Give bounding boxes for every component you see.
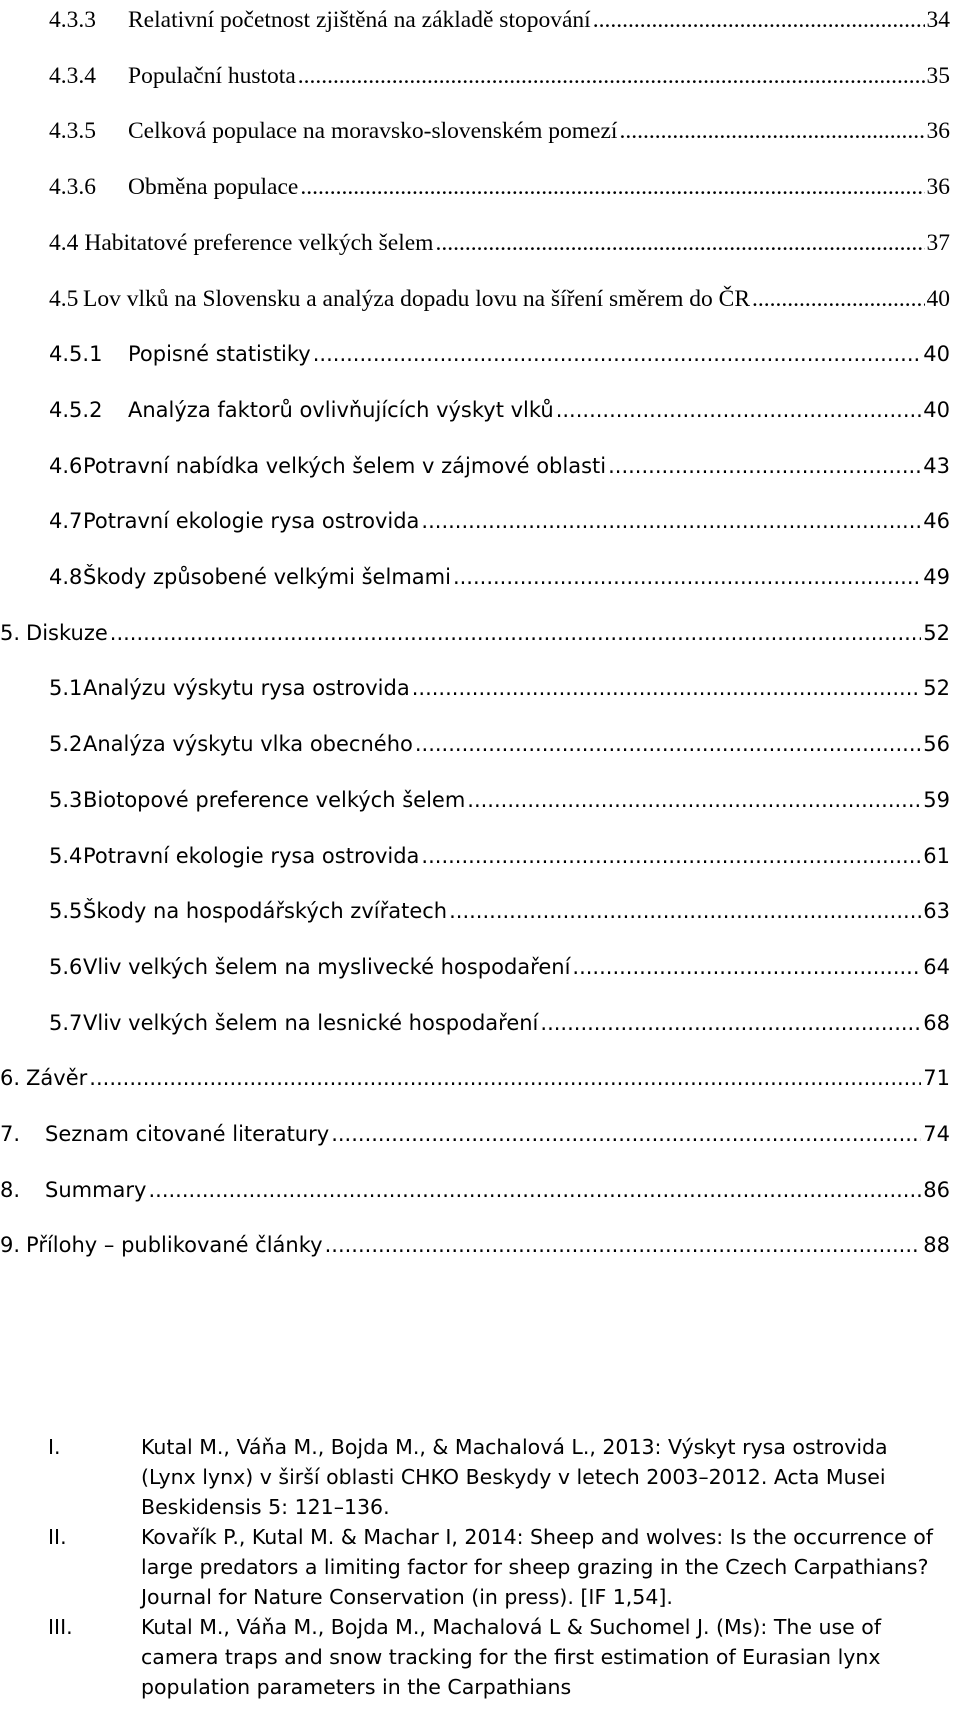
toc-entry <box>49 223 950 263</box>
publication-citation: Kovařík P., Kutal M. & Machar I, 2014: Sheep and wolves: Is the occurrence of large predators a limiting factor for sheep grazing in the Czech Carpathians? Journal for Nature Conservation (in press). [IF 1,54]. <box>141 1525 934 1609</box>
publication-number: II. <box>48 1525 67 1549</box>
toc-entry-number: 4.6 <box>49 453 83 478</box>
toc-entry <box>49 724 950 764</box>
toc-entry-number: 4.5.1 <box>49 342 103 367</box>
toc-entry-page-number: 40 <box>923 397 950 422</box>
toc-entry-title: Analýza faktorů ovlivňujících výskyt vlků <box>128 397 554 422</box>
publication-citation: Kutal M., Váňa M., Bojda M., & Machalová L., 2013: Výskyt rysa ostrovida (Lynx lynx) v širší oblasti CHKO Beskydy v letech 2003–2012. Acta Musei Beskidensis 5: 121–136. <box>141 1435 888 1519</box>
publication-number: I. <box>48 1435 61 1459</box>
toc-entry-number: 5. <box>0 620 21 645</box>
dot-leader <box>752 279 924 319</box>
toc-entry-page-number: 49 <box>923 565 950 589</box>
dot-leader <box>556 390 922 430</box>
toc-entry <box>0 1225 950 1265</box>
dot-leader <box>593 0 925 40</box>
toc-entry-title: Vliv velkých šelem na lesnické hospodaření <box>83 1010 539 1035</box>
toc-entry-page-number: 52 <box>923 620 950 645</box>
toc-entry-title: Relativní početnost zjištěná na základě stopování <box>128 7 591 33</box>
toc-entry-title: Habitatové preference velkých šelem <box>84 229 434 256</box>
toc-entry-page-number: 56 <box>923 732 950 757</box>
toc-entry <box>49 557 950 597</box>
toc-entry-number: 4.3.6 <box>49 174 96 201</box>
publication-citation: Kutal M., Váňa M., Bojda M., Machalová L & Suchomel J. (Ms): The use of camera traps and snow tracking for the first estimation of Eurasian lynx population parameters in the Carpathians <box>141 1615 882 1699</box>
toc-entry-number: 5.3 <box>49 787 83 812</box>
toc-entry-title: Potravní ekologie rysa ostrovida <box>83 509 420 534</box>
toc-entry-page-number: 59 <box>923 787 950 812</box>
toc-entry-number: 5.6 <box>49 954 83 979</box>
toc-entry <box>49 390 950 430</box>
toc-entry-title: Analýza výskytu vlka obecného <box>83 732 413 757</box>
publication-item <box>0 1612 950 1702</box>
toc-entry-number: 4.7 <box>49 509 83 534</box>
toc-entry-page-number: 43 <box>923 453 950 478</box>
toc-entry <box>49 279 950 319</box>
dot-leader <box>415 724 921 764</box>
toc-entry <box>49 167 950 207</box>
toc-entry <box>49 1003 950 1043</box>
toc-entry-title: Obměna populace <box>128 174 299 201</box>
dot-leader <box>313 334 922 374</box>
toc-entry-page-number: 37 <box>926 229 950 256</box>
toc-entry-page-number: 74 <box>923 1122 950 1146</box>
publication-list <box>0 1432 950 1702</box>
toc-entry-page-number: 35 <box>926 62 950 89</box>
toc-entry <box>49 947 950 987</box>
dot-leader <box>110 613 922 653</box>
toc-entry-title: Analýzu výskytu rysa ostrovida <box>83 676 410 701</box>
dot-leader <box>421 501 921 541</box>
toc-entry-title: Přílohy – publikované články <box>26 1233 323 1258</box>
toc-entry-number: 4.8 <box>49 565 83 589</box>
dot-leader <box>325 1225 922 1265</box>
toc-entry-number: 6. <box>0 1066 21 1091</box>
toc-entry-title: Populační hustota <box>128 62 296 89</box>
toc-entry-page-number: 36 <box>926 118 950 145</box>
toc-entry <box>49 334 950 374</box>
dot-leader <box>453 557 921 597</box>
toc-entry-title: Biotopové preference velkých šelem <box>83 787 466 812</box>
toc-entry <box>0 1058 950 1098</box>
toc-entry-title: Celková populace na moravsko-slovenském pomezí <box>128 118 618 145</box>
toc-entry-number: 9. <box>0 1233 21 1258</box>
toc-entry-number: 4.4 <box>49 229 79 256</box>
toc-entry-title: Summary <box>45 1177 147 1202</box>
toc-entry-page-number: 34 <box>926 7 950 33</box>
toc-entry-title: Škody způsobené velkými šelmami <box>83 565 451 589</box>
toc-entry <box>0 1170 950 1210</box>
dot-leader <box>619 111 924 151</box>
dot-leader <box>148 1170 921 1210</box>
toc-entry <box>49 780 950 820</box>
dot-leader <box>412 668 922 708</box>
toc-entry-page-number: 40 <box>923 342 950 367</box>
toc-entry-title: Vliv velkých šelem na myslivecké hospodaření <box>83 954 571 979</box>
toc-entry-page-number: 36 <box>926 174 950 201</box>
toc-entry-title: Potravní nabídka velkých šelem v zájmové oblasti <box>83 453 607 478</box>
toc-entry-number: 4.5.2 <box>49 397 103 422</box>
toc-entry-page-number: 46 <box>923 509 950 534</box>
publication-item <box>0 1432 950 1522</box>
toc-entry-title: Závěr <box>26 1066 88 1091</box>
toc-entry-page-number: 86 <box>923 1177 950 1202</box>
dot-leader <box>449 891 921 931</box>
toc-entry-title: Diskuze <box>26 620 108 645</box>
toc-entry-number: 4.3.5 <box>49 118 96 145</box>
toc-entry-number: 4.3.4 <box>49 62 96 89</box>
dot-leader <box>298 56 925 96</box>
toc-entry-page-number: 61 <box>923 843 950 868</box>
toc-entry-number: 4.3.3 <box>49 7 96 33</box>
toc-entry <box>49 56 950 96</box>
dot-leader <box>300 167 924 207</box>
toc-entry <box>49 111 950 151</box>
toc-entry-page-number: 64 <box>923 954 950 979</box>
toc-entry <box>49 446 950 486</box>
toc-entry-number: 5.2 <box>49 732 83 757</box>
toc-entry <box>49 668 950 708</box>
toc-entry-page-number: 63 <box>923 899 950 924</box>
toc-entry-title: Škody na hospodářských zvířatech <box>83 899 448 924</box>
toc-entry <box>49 836 950 876</box>
toc-entry <box>49 501 950 541</box>
toc-entry-page-number: 40 <box>926 285 950 312</box>
toc-entry-number: 5.7 <box>49 1010 83 1035</box>
toc-entry-page-number: 68 <box>923 1010 950 1035</box>
dot-leader <box>331 1114 921 1154</box>
dot-leader <box>540 1003 921 1043</box>
toc-entry-number: 7. <box>0 1122 21 1146</box>
toc-entry <box>49 891 950 931</box>
toc-entry-page-number: 71 <box>923 1066 950 1091</box>
toc-entry-number: 5.1 <box>49 676 83 701</box>
dot-leader <box>435 223 924 263</box>
toc-entry <box>49 0 950 40</box>
dot-leader <box>421 836 921 876</box>
dot-leader <box>89 1058 921 1098</box>
toc-entry-number: 5.4 <box>49 843 83 868</box>
publication-item <box>0 1522 950 1612</box>
dot-leader <box>467 780 921 820</box>
publication-number: III. <box>48 1615 73 1639</box>
toc-entry-page-number: 52 <box>923 676 950 701</box>
toc-entry-number: 5.5 <box>49 899 83 924</box>
toc-entry-title: Lov vlků na Slovensku a analýza dopadu lovu na šíření směrem do ČR <box>83 285 751 312</box>
toc-entry-title: Seznam citované literatury <box>45 1122 330 1146</box>
toc-entry-number: 8. <box>0 1177 21 1202</box>
toc-entry <box>0 1114 950 1154</box>
toc-entry-page-number: 88 <box>923 1233 950 1258</box>
dot-leader <box>572 947 921 987</box>
toc-entry-number: 4.5 <box>49 285 79 312</box>
toc-entry <box>0 613 950 653</box>
dot-leader <box>608 446 921 486</box>
toc-entry-title: Potravní ekologie rysa ostrovida <box>83 843 420 868</box>
toc-entry-title: Popisné statistiky <box>128 342 311 367</box>
